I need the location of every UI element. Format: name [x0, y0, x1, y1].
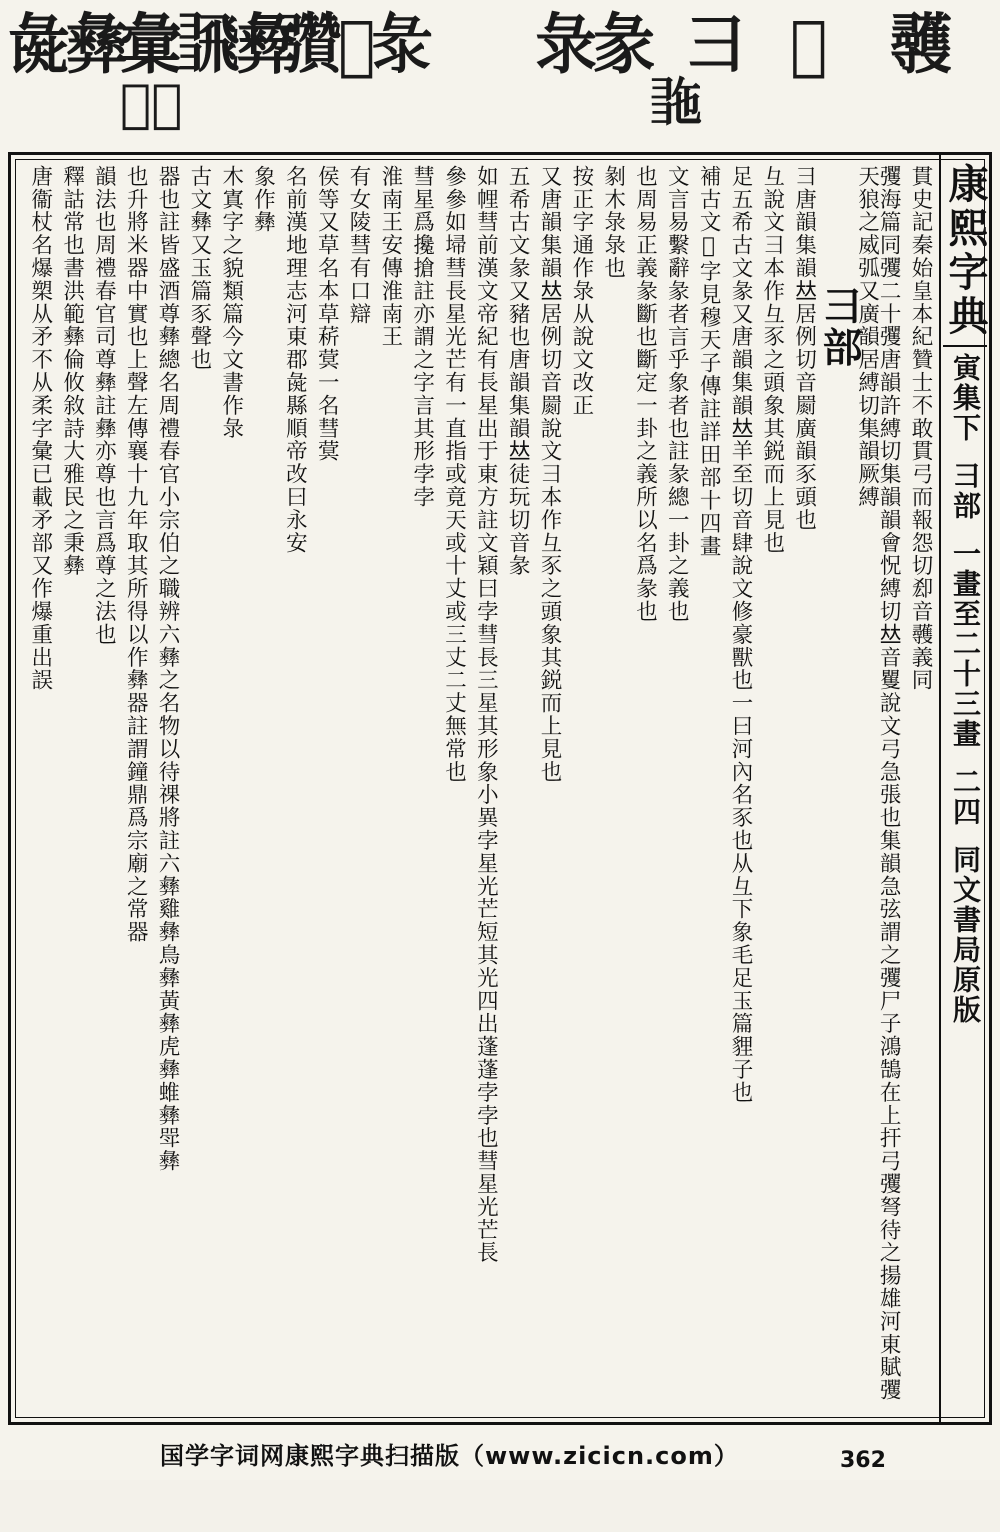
text-column: 又唐韻集韻𠀤居例切音罽說文彐本作彑豕之頭象其鋭而上見也: [536, 165, 562, 784]
text-column: 也升將米器中實也上聲左傳襄十九年取其所得以作彝器註謂鐘鼎爲宗廟之常器: [123, 165, 149, 944]
text-column: 如𢃇彗前漢文帝紀有長星出于東方註文穎曰孛彗長三星其形象小異孛星光芒短其光四出蓬蓬孛孛也彗星光芒長: [473, 165, 499, 1265]
text-column: 貫史記秦始皇本紀贊士不敢貫弓而報怨切㕁音彠義同: [908, 165, 933, 692]
text-column: 文言易繫辭彖者言乎象者也註彖總一卦之義也: [664, 165, 690, 623]
text-column: 彑說文彐本作彑豕之頭象其鋭而上見也: [759, 165, 785, 555]
text-column: 淮南王安傳淮南王: [377, 165, 403, 349]
book-title: 康熙字典: [942, 163, 989, 339]
margin-column: [939, 155, 989, 1422]
seal-glyph-subgroup: 𢑠: [650, 73, 703, 134]
radical-label: 彐部: [949, 461, 982, 521]
text-column: 侯等又草名本草菥蓂一名彗蓂: [314, 165, 340, 463]
seal-glyph-group: 𢑊𢑚𢑗: [280, 6, 430, 83]
text-column: 也周易正義彖斷也斷定一卦之義所以名爲彖也: [632, 165, 658, 623]
text-column: 有女陵彗有口辯: [346, 165, 372, 326]
page-number: 362: [840, 1448, 886, 1473]
text-column: 彐唐韻集韻𠀤居例切音罽廣韻豕頭也: [791, 165, 817, 532]
text-column: 五希古文彖又豬也唐韻集韻𠀤徒玩切音彖: [505, 165, 531, 578]
seal-glyph-group: 彘彝: [8, 6, 125, 83]
text-column: 木寘字之貌類篇今文書作彔: [218, 165, 244, 440]
seal-glyph-group: 𢑏: [790, 6, 824, 83]
text-column: 象作彝: [250, 165, 276, 234]
text-column: 器也註皆盛酒尊彝總名周禮春官小宗伯之職辨六彝之名物以待祼將註六彝雞彝鳥彝黃彝虎彝蜼彝斝彝: [155, 165, 181, 1173]
section-heading: 彐部: [816, 285, 864, 368]
page-footer: [0, 1428, 1000, 1480]
text-column: 唐衞杖名爆槊从矛不从柔字彙已載矛部又作爆重出誤: [27, 165, 53, 692]
text-column: 韻法也周禮春官司尊彝註彝亦尊也言爲尊之法也: [91, 165, 117, 646]
text-column: 參參如埽彗長星光芒有一直指或竟天或十丈或三丈二丈無常也: [441, 165, 467, 784]
dictionary-text-body: [15, 159, 935, 1418]
text-column: 名前漢地理志河東郡彘縣順帝改曰永安: [282, 165, 308, 555]
text-column: 按正字通作彔从說文改正: [568, 165, 594, 417]
stroke-range-label: 一畫至二十三畫: [949, 539, 982, 749]
seal-script-band: [0, 0, 1000, 150]
volume-label: 寅集下: [949, 353, 982, 443]
text-column: 彏海篇同彏二十彏唐韻許縛切集韻韻會怳縛切𠀤音矍說文弓急張也集韻急弦謂之彏尸子鴻鵠在上扞弓彏弩待之揚雄河東賦彏天狼之威弧又廣韻居縛切集韻厥縛: [854, 165, 902, 1402]
text-column: 彗星爲攙搶註亦謂之字言其形孛孛: [409, 165, 435, 509]
seal-glyph-group: 彙𢑮彜: [120, 6, 295, 83]
publisher-label: 同文書局原版: [949, 845, 982, 1025]
folio-number: 二四: [949, 767, 982, 827]
dictionary-frame: [8, 152, 992, 1425]
text-column: 足五希古文彖又唐韻集韻𠀤羊至切音肆說文修豪獸也一曰河內名豕也从彑下象毛足玉篇貍子也: [727, 165, 753, 1104]
text-column: 釋詁常也書洪範彝倫攸敘詩大雅民之秉彝: [59, 165, 85, 578]
seal-glyph-group: 彠: [890, 6, 949, 83]
text-column: 剶木彔彔也: [600, 165, 626, 280]
text-column: 古文彝又玉篇豕聲也: [186, 165, 212, 372]
margin-divider: [943, 345, 987, 347]
text-column: 補古文𢑏字見穆天子傳註詳田部十四畫: [696, 165, 722, 558]
seal-glyph-group: 彔彖: [535, 6, 652, 83]
seal-glyph-group: 彐: [685, 6, 744, 83]
watermark-caption: 国学字词网康熙字典扫描版（www.zicicn.com）: [160, 1442, 739, 1470]
seal-glyph-subgroup: 𢑚𢑧: [120, 73, 183, 134]
